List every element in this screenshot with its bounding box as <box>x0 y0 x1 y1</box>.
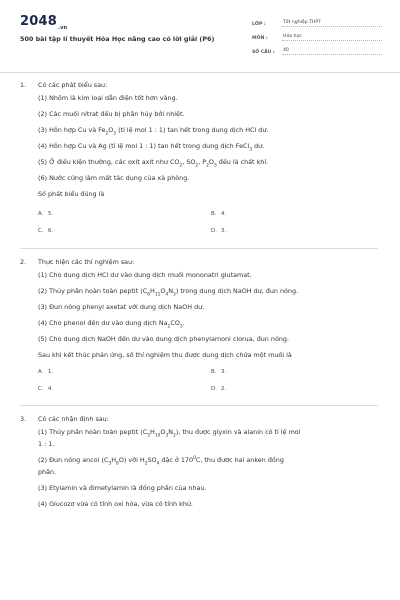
answer-option-d[interactable]: D. 3. <box>211 228 227 234</box>
meta-row-count <box>252 43 382 55</box>
statement-line: (2) Đun nóng ancol $(C_3H_8O)$ với $H_2SO_4$ đặc ở $170^0C$, thu được hai anken đồng <box>38 455 284 467</box>
answer-option-c[interactable]: C. 6. <box>38 228 54 234</box>
answer-option-d[interactable]: D. 2. <box>211 386 227 392</box>
answer-option-b[interactable]: B. 3. <box>211 369 227 375</box>
statement-line: (2) Các muối nitrat đều bị phân hủy bởi nhiệt. <box>38 110 185 118</box>
meta-value: 40 <box>282 48 382 55</box>
meta-info <box>252 15 382 57</box>
question-number: 3. <box>20 415 27 423</box>
answer-option-a[interactable]: A. 1. <box>38 369 54 375</box>
meta-label: SỐ CÂU : <box>252 50 275 55</box>
meta-label: LỚP : <box>252 22 266 27</box>
question-2 <box>20 248 378 392</box>
logo-suffix: .vn <box>57 24 68 31</box>
header <box>0 0 400 73</box>
statement-line: (4) Hỗn hợp Cu và Ag (tỉ lệ mol 1 : 1) tan hết trong dung dịch FeCl$_3$ dư. <box>38 142 265 153</box>
statement-line: (4) Glucozơ vừa có tính oxi hóa, vừa có tính khử. <box>38 500 193 508</box>
question-prompt: Thực hiện các thí nghiệm sau: <box>38 258 135 266</box>
statement-line: (3) Hỗn hợp Cu và $Fe_2O_3$ (tỉ lệ mol 1 : 1) tan hết trong dung dịch HCl dư. <box>38 126 269 137</box>
meta-value: Tốt nghiệp THPT <box>282 20 382 27</box>
question-prompt: Có các phát biểu sau: <box>38 81 108 89</box>
answer-option-b[interactable]: B. 4. <box>211 211 227 217</box>
question-ask: Số phát biểu đúng là <box>38 190 105 198</box>
question-number: 2. <box>20 258 27 266</box>
statement-line: (5) Cho dung dịch NaOH đến dư vào dung dịch phenylamoni clorua, đun nóng. <box>38 335 289 343</box>
statement-line: (1) Nhôm là kim loại dẫn điện tốt hơn vàng. <box>38 94 178 102</box>
answer-option-c[interactable]: C. 4. <box>38 386 54 392</box>
answer-options <box>38 211 378 234</box>
answer-option-a[interactable]: A. 5. <box>38 211 54 217</box>
statement-line: (2) Thủy phân hoàn toàn peptit $(C_6H_{11}O_4N_3)$ trong dung dịch NaOH dư, đun nóng. <box>38 287 299 298</box>
meta-row-subject <box>252 29 382 41</box>
logo-main: 2048 <box>20 14 57 29</box>
site-logo[interactable] <box>20 14 67 31</box>
statement-line-continued: 1 : 1. <box>38 440 55 448</box>
meta-label: MÔN : <box>252 36 268 41</box>
question-header <box>20 257 378 267</box>
meta-row-class <box>252 15 382 27</box>
meta-value: Hóa học <box>282 34 382 41</box>
statement-line: (6) Nước cứng làm mất tác dụng của xà phòng. <box>38 174 190 182</box>
statement-line: (3) Etylamin và đimetylamin là đồng phân của nhau. <box>38 484 207 492</box>
question-header <box>20 414 378 424</box>
question-prompt: Có các nhận định sau: <box>38 415 109 423</box>
question-3 <box>20 405 378 509</box>
statement-line: (1) Thủy phân hoàn toàn peptit $(C_5H_{10}O_3N_2)$, thu được glyxin và alanin có tỉ lệ mol <box>38 428 301 439</box>
statement-line: (5) Ở điều kiện thường, các oxit axit như $CO_2$, $SO_2$, $P_2O_5$ đều là chất khí. <box>38 158 269 169</box>
statement-line: (4) Cho phenol đến dư vào dung dịch $Na_2CO_3$. <box>38 319 185 330</box>
question-list <box>0 73 400 509</box>
question-1 <box>20 73 378 234</box>
answer-options <box>38 369 378 392</box>
statement-line: (1) Cho dung dịch HCl dư vào dung dịch muối mononatri glutamat. <box>38 271 252 279</box>
question-number: 1. <box>20 81 27 89</box>
question-header <box>20 80 378 90</box>
statement-line: (3) Đun nóng phenyl axetat với dung dịch NaOH dư. <box>38 303 205 311</box>
question-ask: Sau khi kết thúc phản ứng, số thí nghiệm thu được dung dịch chứa một muối là <box>38 351 292 359</box>
document-title: 500 bài tập lí thuyết Hóa Học nâng cao có lời giải (P6) <box>20 35 215 43</box>
statement-line-continued: phân. <box>38 468 57 476</box>
